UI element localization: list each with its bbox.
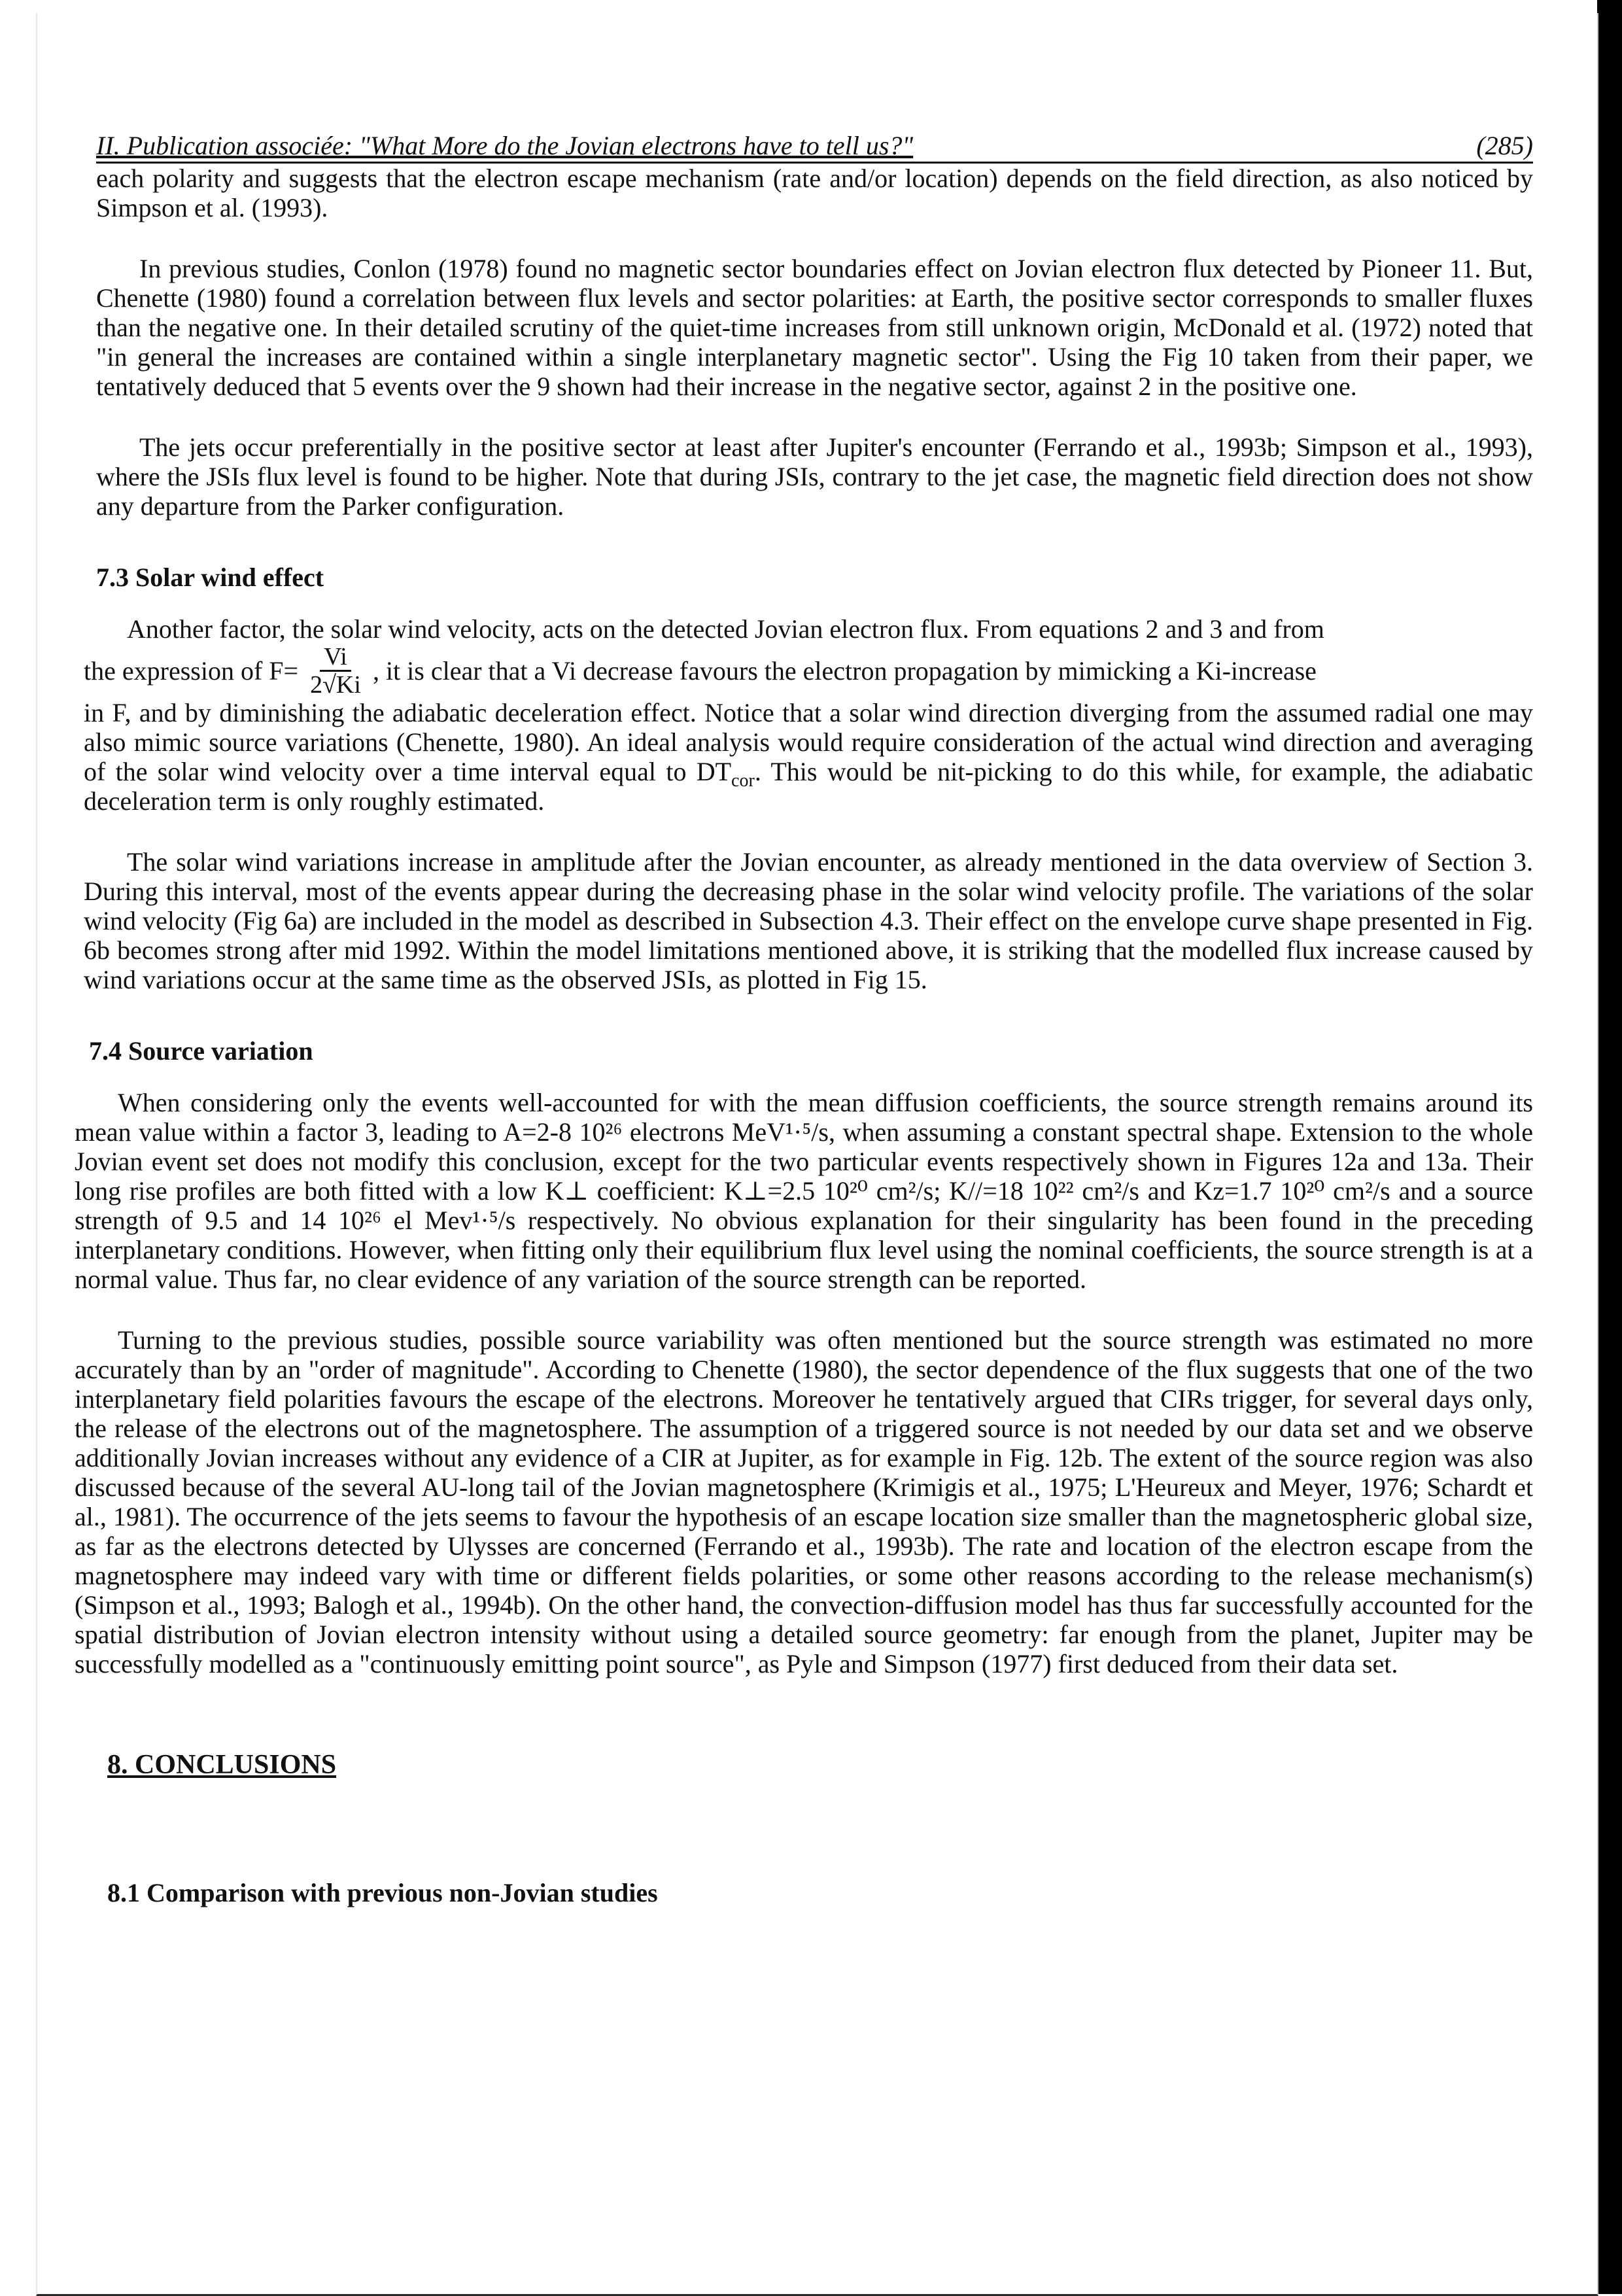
page-content xyxy=(75,131,1533,1907)
document-page xyxy=(36,13,1598,2296)
paragraph-jets: The jets occur preferentially in the positive sector at least after Jupiter's encounter (Ferrando et al., 1993b; Simpson et al., 1993), where the JSIs flux level is found to be higher. Note that during JSIs, contrary to the jet case, the magnetic field direction does not show any departure from the Parker configuration. xyxy=(96,432,1533,521)
paragraph-source-2: Turning to the previous studies, possible source variability was often mentioned but the source strength was estimated no more accurately than by an "order of magnitude". According to Chenette (1980), the sector dependence of the flux suggests that one of the two interplanetary field polarities favours the escape of the electrons. Moreover he tentatively argued that CIRs trigger, for several days only, the release of the electrons out of the magnetosphere. The assumption of a triggered source is not needed by our data set and we observe additionally Jovian increases without any evidence of a CIR at Jupiter, as for example in Fig. 12b. The extent of the source region was also discussed because of the several AU-long tail of the Jovian magnetosphere (Krimigis et al., 1975; L'Heureux and Meyer, 1976; Schardt et al., 1981). The occurrence of the jets seems to favour the hypothesis of an escape location size smaller than the magnetospheric global size, as far as the electrons detected by Ulysses are concerned (Ferrando et al., 1993b). The rate and location of the electron escape from the magnetosphere may indeed vary with time or different fields polarities, or some other reasons according to the release mechanism(s) (Simpson et al., 1993; Balogh et al., 1994b). On the other hand, the convection-diffusion model has thus far successfully accounted for the spatial distribution of Jovian electron intensity without using a detailed source geometry: far enough from the planet, Jupiter may be successfully modelled as a "continuously emitting point source", as Pyle and Simpson (1977) first deduced from their data set. xyxy=(75,1325,1533,1679)
heading-8-1: 8.1 Comparison with previous non-Jovian studies xyxy=(107,1878,658,1907)
right-scan-edge xyxy=(1597,0,1622,2294)
equation-line: the expression of F= $\frac{Vi}{2√Ki}$ , it is clear that a Vi decrease favours the electron propagation by mimicking a Ki-increase xyxy=(84,643,1317,699)
paragraph-source-1: When considering only the events well-accounted for with the mean diffusion coefficients, the source strength remains around its mean value within a factor 3, leading to A=2-8 10²⁶ electrons MeV¹·⁵/s, when assuming a constant spectral shape. Extension to the whole Jovian event set does not modify this conclusion, except for the two particular events respectively shown in Figures 12a and 13a. Their long rise profiles are both fitted with a low K⊥ coefficient: K⊥=2.5 10²⁰ cm²/s; K//=18 10²² cm²/s and Kz=1.7 10²⁰ cm²/s and a source strength of 9.5 and 14 10²⁶ el Mev¹·⁵/s respectively. No obvious explanation for their singularity has been found in the preceding interplanetary conditions. However, when fitting only their equilibrium flux level using the nominal coefficients, the source strength is at a normal value. Thus far, no clear evidence of any variation of the source strength can be reported. xyxy=(75,1088,1533,1294)
running-head-title: II. Publication associée: "What More do the Jovian electrons have to tell us?" xyxy=(96,131,914,160)
paragraph-solar-wind-2: The solar wind variations increase in amplitude after the Jovian encounter, as already mentioned in the data overview of Section 3. During this interval, most of the events appear during the decreasing phase in the solar wind velocity profile. The variations of the solar wind velocity (Fig 6a) are included in the model as described in Subsection 4.3. Their effect on the envelope curve shape presented in Fig. 6b becomes strong after mid 1992. Within the model limitations mentioned above, it is striking that the modelled flux increase caused by wind variations occur at the same time as the observed JSIs, as plotted in Fig 15. xyxy=(84,847,1533,994)
page-number: (285) xyxy=(1476,131,1533,160)
heading-conclusions: 8. CONCLUSIONS xyxy=(107,1750,337,1780)
paragraph-solar-wind-1: Another factor, the solar wind velocity, acts on the detected Jovian electron flux. From equations 2 and 3 and from the expression of F= $\frac{Vi}{2√Ki}$ , it is clear that a Vi decrease favours the electron propagation by mimicking a Ki-increase in F, and by diminishing the adiabatic deceleration effect. Notice that a solar wind direction diverging from the assumed radial one may also mimic source variations (Chenette, 1980). An ideal analysis would require consideration of the actual wind direction and averaging of the solar wind velocity over a time interval equal to $DT_{cor}$. This would be nit-picking to do this while, for example, the adiabatic deceleration term is only roughly estimated. xyxy=(84,614,1534,816)
paragraph-previous-studies: In previous studies, Conlon (1978) found no magnetic sector boundaries effect on Jovian electron flux detected by Pioneer 11. But, Chenette (1980) found a correlation between flux levels and sector polarities: at Earth, the positive sector corresponds to smaller fluxes than the negative one. In their detailed scrutiny of the quiet-time increases from still unknown origin, McDonald et al. (1972) noted that "in general the increases are contained within a single interplanetary magnetic sector". Using the Fig 10 taken from their paper, we tentatively deduced that 5 events over the 9 shown had their increase in the negative sector, against 2 in the positive one. xyxy=(96,254,1533,401)
left-margin xyxy=(0,0,36,2294)
heading-7-4: 7.4 Source variation xyxy=(89,1036,313,1066)
heading-7-3: 7.3 Solar wind effect xyxy=(96,563,324,592)
paragraph-continuation: each polarity and suggests that the electron escape mechanism (rate and/or location) depends on the field direction, as also noticed by Simpson et al. (1993). xyxy=(96,164,1533,222)
running-head xyxy=(96,131,1533,164)
fraction-vi-over-2sqrtki: $\frac{Vi}{2√Ki}$ xyxy=(310,643,361,699)
